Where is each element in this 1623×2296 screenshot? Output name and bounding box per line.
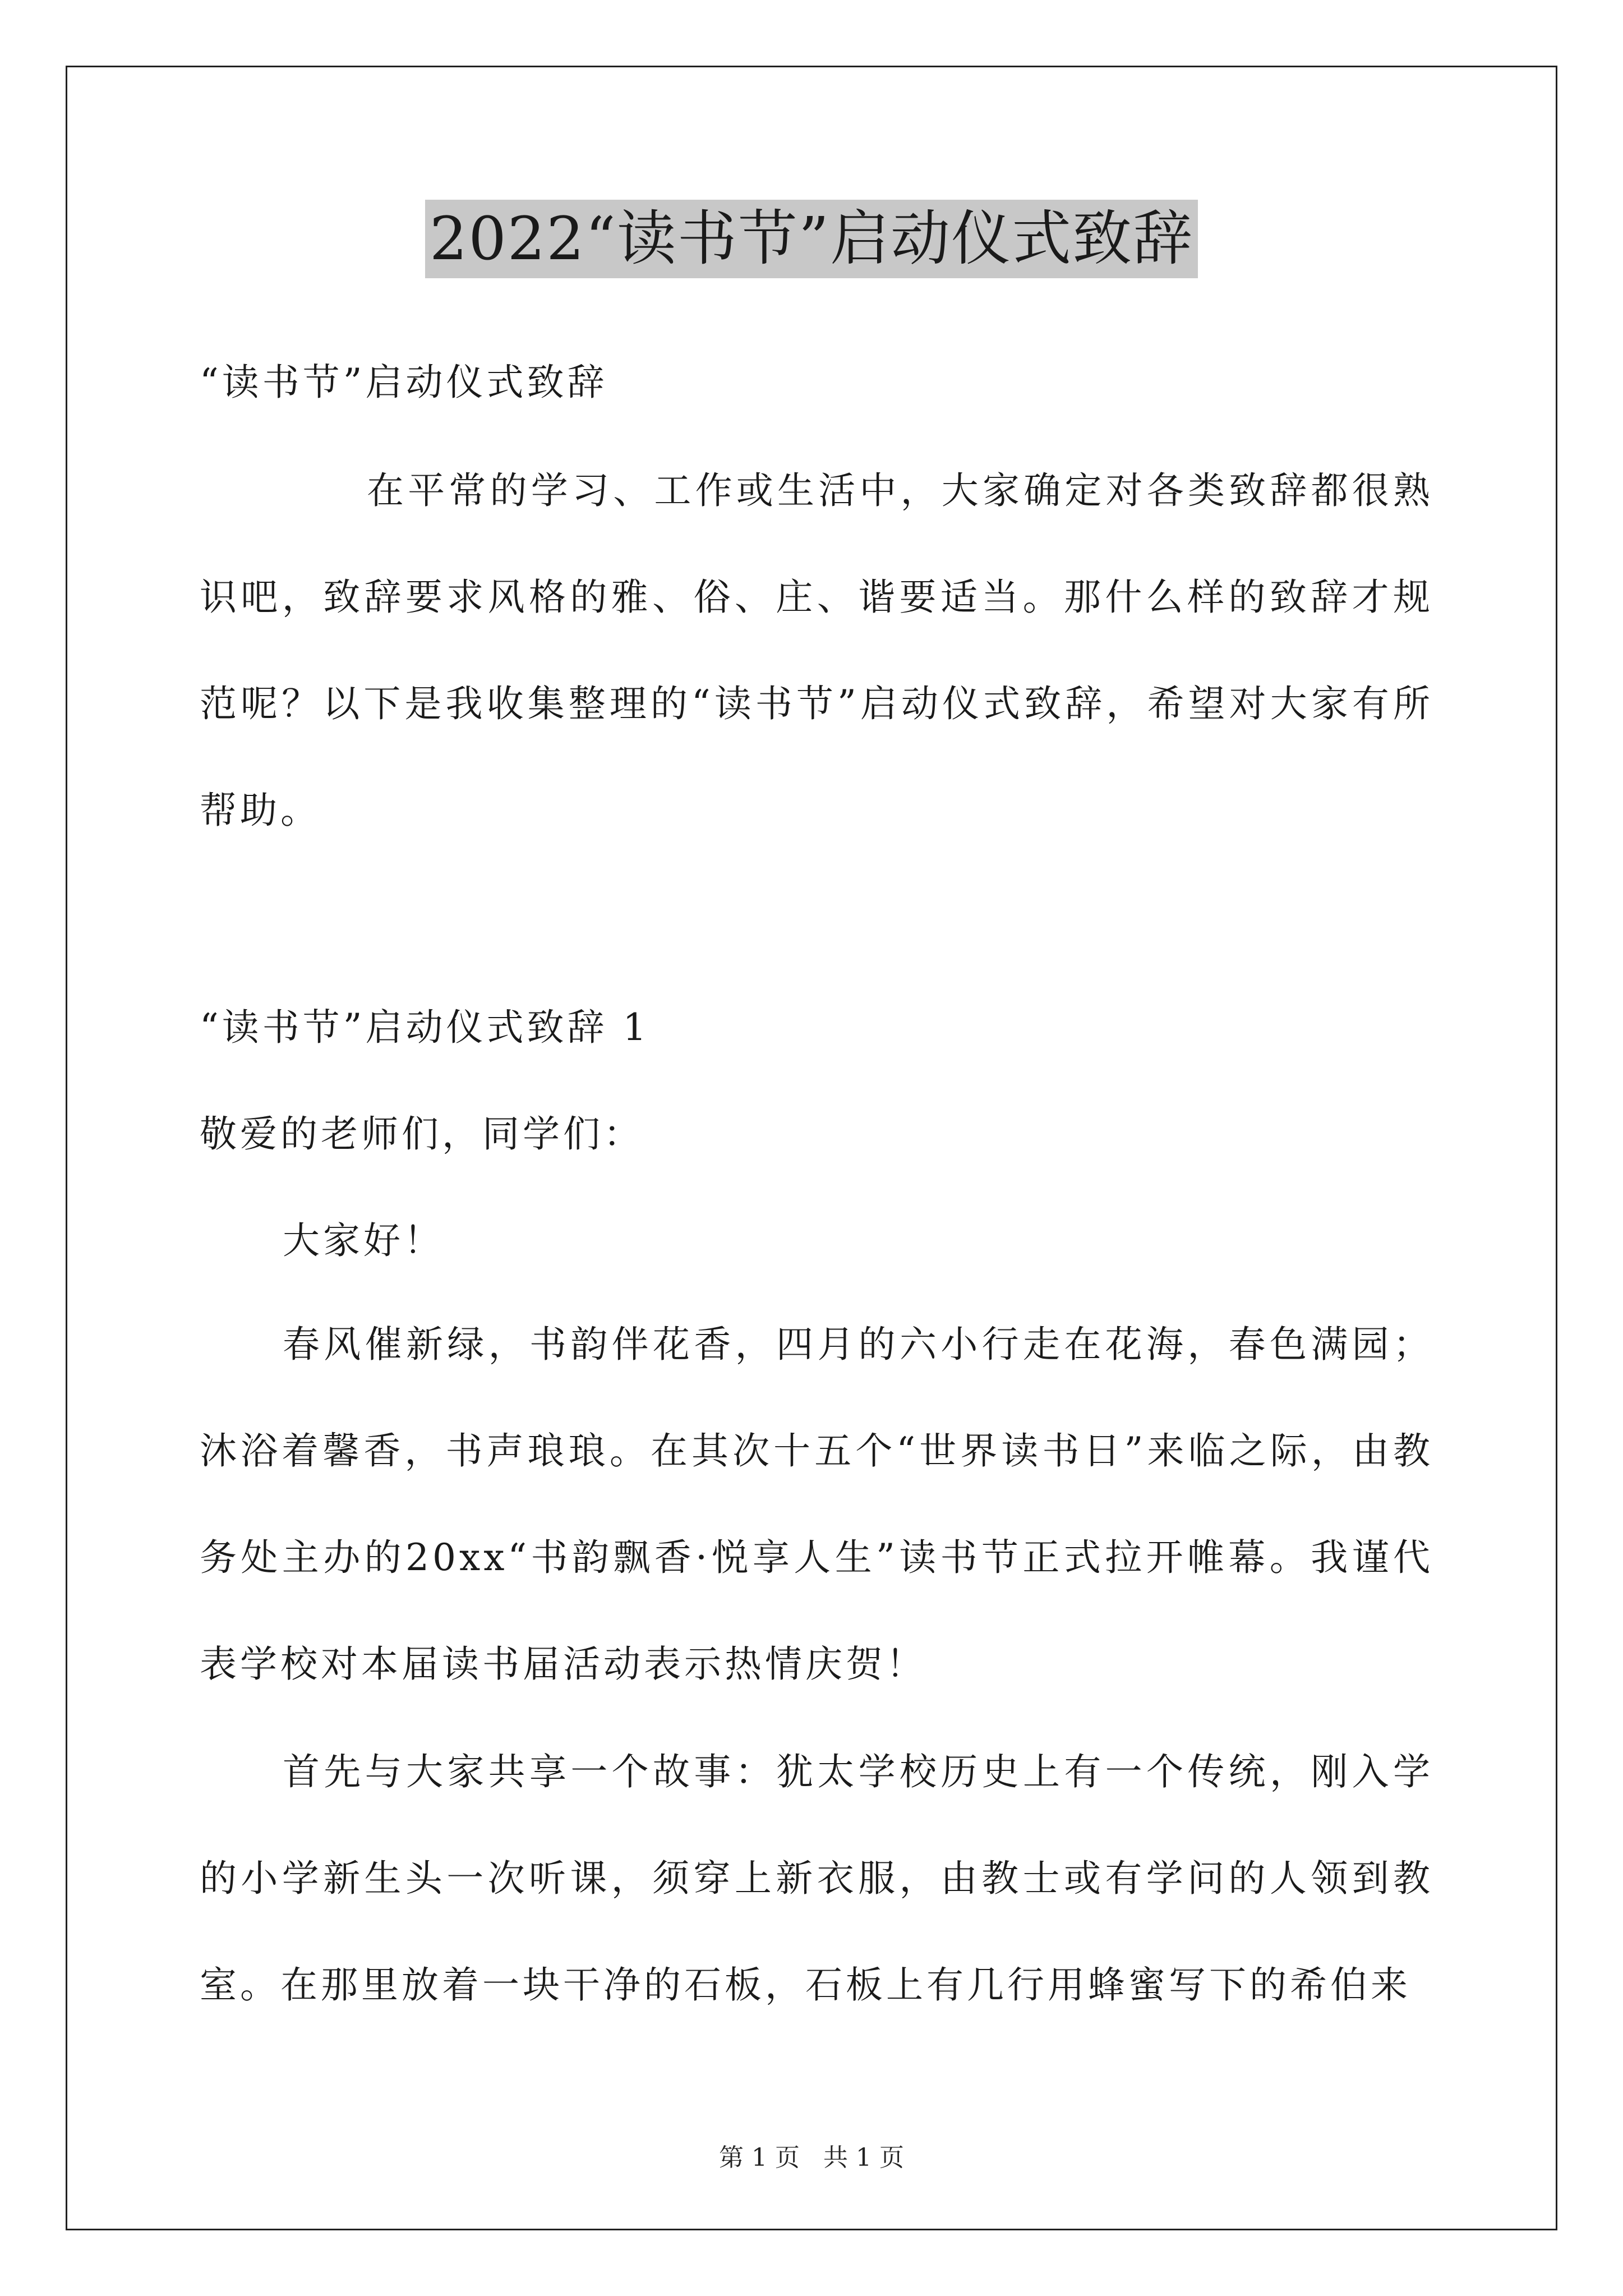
- greeting: 大家好！: [283, 1219, 444, 1262]
- paragraph-2: 首先与大家共享一个故事：犹太学校历史上有一个传统，刚入学的小学新生头一次听课，须穿上新衣服，由教士或有学问的人领到教室。在那里放着一块干净的石板，石板上有几行用蜂蜜写下的希伯来: [200, 1750, 1433, 2007]
- paragraph-1: 春风催新绿，书韵伴花香，四月的六小行走在花海，春色满园；沐浴着馨香，书声琅琅。在其次十五个“世界读书日”来临之际，由教务处主办的20xx“书韵飘香·悦享人生”读书节正式拉开帷幕。我谨代表学校对本届读书届活动表示热情庆贺！: [200, 1323, 1433, 1686]
- section-heading: “读书节”启动仪式致辞 1: [200, 1006, 650, 1049]
- page-number-total: 共 1 页: [823, 2143, 904, 2172]
- salutation: 敬爱的老师们，同学们：: [200, 1112, 644, 1156]
- document-title: 2022“读书节”启动仪式致辞: [425, 200, 1198, 278]
- document-subtitle: “读书节”启动仪式致辞: [200, 361, 608, 404]
- page-footer: [0, 2137, 1623, 2173]
- title-container: [0, 200, 1623, 278]
- intro-paragraph: 在平常的学习、工作或生活中，大家确定对各类致辞都很熟识吧，致辞要求风格的雅、俗、庄、谐要适当。那什么样的致辞才规范呢？以下是我收集整理的“读书节”启动仪式致辞，希望对大家有所帮助。: [200, 469, 1433, 832]
- page-number-current: 第 1 页: [719, 2143, 800, 2172]
